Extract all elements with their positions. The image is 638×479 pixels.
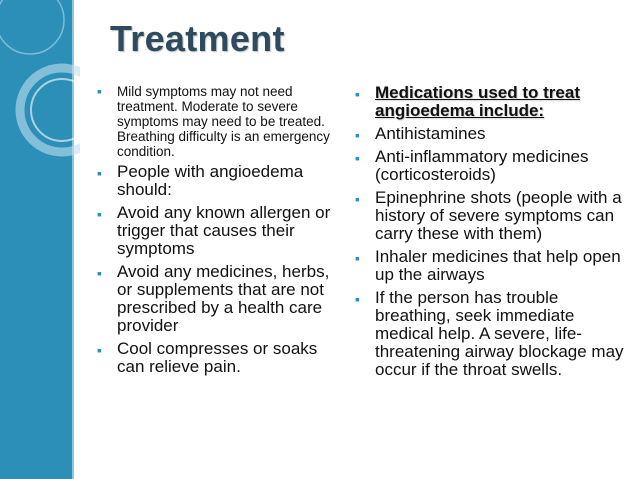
list-item <box>355 289 633 379</box>
decorative-circles-icon <box>0 0 80 160</box>
list-item <box>355 189 633 243</box>
list-item <box>97 263 349 335</box>
left-bullet-list <box>97 84 349 381</box>
slide-title: Treatment <box>110 18 285 59</box>
list-item <box>97 84 349 159</box>
bullet-icon: ▪ <box>97 265 102 281</box>
bullet-icon: ▪ <box>97 206 102 222</box>
list-item <box>355 84 633 120</box>
list-item-text: Antihistamines <box>375 124 486 143</box>
list-item <box>97 204 349 258</box>
bullet-icon: ▪ <box>97 83 102 99</box>
list-item-text: People with angioedema should: <box>117 162 304 199</box>
list-item-text: Avoid any known allergen or trigger that causes their symptoms <box>117 203 331 258</box>
list-item-text: Anti-inflammatory medicines (corticosteroids) <box>375 147 589 184</box>
bullet-icon: ▪ <box>355 86 360 102</box>
list-item-text: If the person has trouble breathing, seek immediate medical help. A severe, life-threatening airway blockage may occur if the throat swells. <box>375 288 624 379</box>
list-item-text: Inhaler medicines that help open up the airways <box>375 247 621 284</box>
list-item-text: Cool compresses or soaks can relieve pain. <box>117 339 318 376</box>
list-item-text: Avoid any medicines, herbs, or supplements that are not prescribed by a health care provider <box>117 262 330 335</box>
list-item-text: Mild symptoms may not need treatment. Moderate to severe symptoms may need to be treated. Breathing difficulty is an emergency condition. <box>117 84 330 159</box>
bullet-icon: ▪ <box>97 342 102 358</box>
bullet-icon: ▪ <box>355 291 360 307</box>
list-item <box>355 125 633 143</box>
list-item-text: Epinephrine shots (people with a history of severe symptoms can carry these with them) <box>375 188 622 243</box>
list-item <box>355 248 633 284</box>
list-item-heading: Medications used to treat angioedema include: <box>375 83 580 120</box>
bullet-icon: ▪ <box>355 150 360 166</box>
bullet-icon: ▪ <box>355 250 360 266</box>
right-bullet-list <box>355 84 633 384</box>
bullet-icon: ▪ <box>97 165 102 181</box>
list-item <box>97 340 349 376</box>
list-item <box>97 163 349 199</box>
bullet-icon: ▪ <box>355 191 360 207</box>
list-item <box>355 148 633 184</box>
bullet-icon: ▪ <box>355 127 360 143</box>
